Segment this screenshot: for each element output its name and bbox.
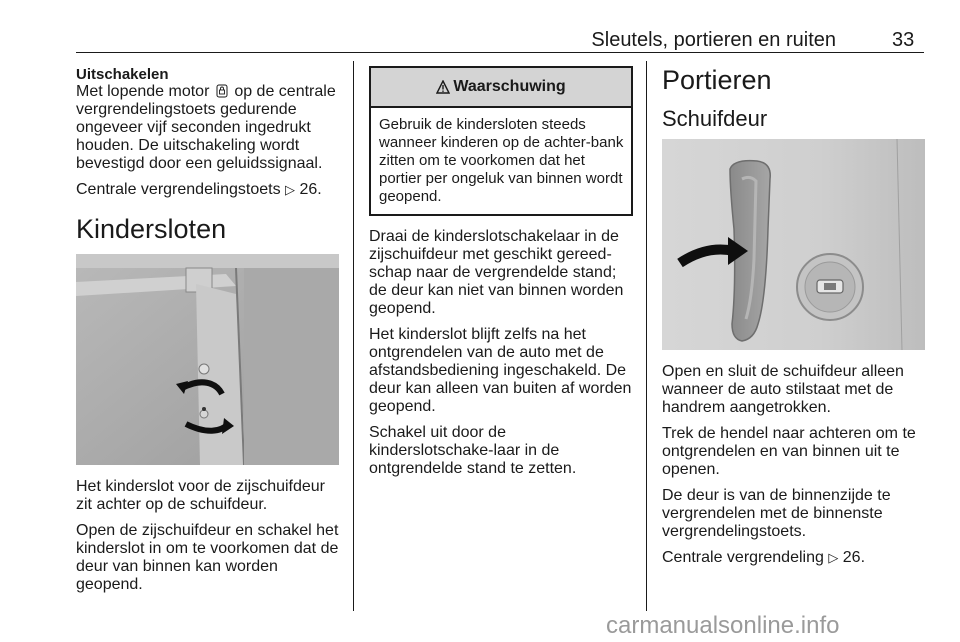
watermark: carmanualsonline.info xyxy=(606,612,840,639)
warning-triangle-icon xyxy=(436,80,450,94)
paragraph: Het kinderslot voor de zijschuifdeur zit achter op de schuifdeur. xyxy=(76,478,326,513)
section-heading: Kindersloten xyxy=(76,214,227,244)
paragraph: Centrale vergrendelingstoets ▷ 26. xyxy=(76,181,322,198)
paragraph: Open de zijschuifdeur en schakel het kinderslot in om te voorkomen dat de deur van binnen kan worden geopend. xyxy=(76,522,339,593)
paragraph: Open en sluit de schuifdeur alleen wanneer de auto stilstaat met de handrem aangetrokken. xyxy=(662,363,904,416)
section-subhead: Uitschakelen xyxy=(76,66,169,83)
section-subheading: Schuifdeur xyxy=(662,106,768,131)
warning-text: Gebruik de kindersloten steeds wanneer kinderen op de achter-bank zitten om te voorkomen dat het portier per ongeluk van binnen wordt geopend. xyxy=(379,116,624,205)
page-number: 33 xyxy=(892,29,915,51)
column-1-lower xyxy=(76,478,344,602)
paragraph: Het kinderslot blijft zelfs na het ontgrendelen van de auto met de afstandsbediening ingeschakeld. De deur kan alleen van buiten af worden geopend. xyxy=(369,326,632,415)
column-1 xyxy=(76,66,344,265)
column-3-lower xyxy=(662,363,926,575)
lock-button-icon xyxy=(216,84,228,98)
page-reference[interactable]: 26. xyxy=(842,549,866,566)
warning-box xyxy=(369,66,633,216)
section-heading: Portieren xyxy=(662,65,772,95)
column-2 xyxy=(369,66,633,486)
paragraph: Draai de kinderslotschakelaar in de zijschuifdeur met geschikt gereed-schap naar de vergrendelde stand; de deur kan niet van binnen worden geopend. xyxy=(369,228,624,317)
warning-header: Waarschuwing xyxy=(371,68,631,108)
paragraph: Centrale vergrendeling ▷ 26. xyxy=(662,549,866,566)
page-reference[interactable]: 26. xyxy=(299,181,322,198)
paragraph: De deur is van de binnenzijde te vergrendelen met de binnenste vergrendelingstoets. xyxy=(662,487,891,540)
paragraph: Schakel uit door de kinderslotschake-laar in de ontgrendelde stand te zetten. xyxy=(369,424,577,477)
header-divider xyxy=(76,52,924,53)
column-divider-1 xyxy=(353,61,354,611)
sliding-door-handle-illustration xyxy=(662,139,925,350)
child-lock-illustration xyxy=(76,254,339,465)
column-3 xyxy=(662,64,926,132)
paragraph: Trek de hendel naar achteren om te ontgrendelen en van binnen uit te openen. xyxy=(662,425,916,478)
triangle-right-icon: ▷ xyxy=(285,182,296,197)
column-divider-2 xyxy=(646,61,647,611)
page-title: Sleutels, portieren en ruiten xyxy=(591,29,836,51)
paragraph: Met lopende motor op de centrale vergrendelingstoets gedurende ongeveer vijf seconden ingedrukt houden. De uitschakeling wordt bevestigd door een geluidssignaal. xyxy=(76,83,336,172)
triangle-right-icon: ▷ xyxy=(828,550,839,565)
